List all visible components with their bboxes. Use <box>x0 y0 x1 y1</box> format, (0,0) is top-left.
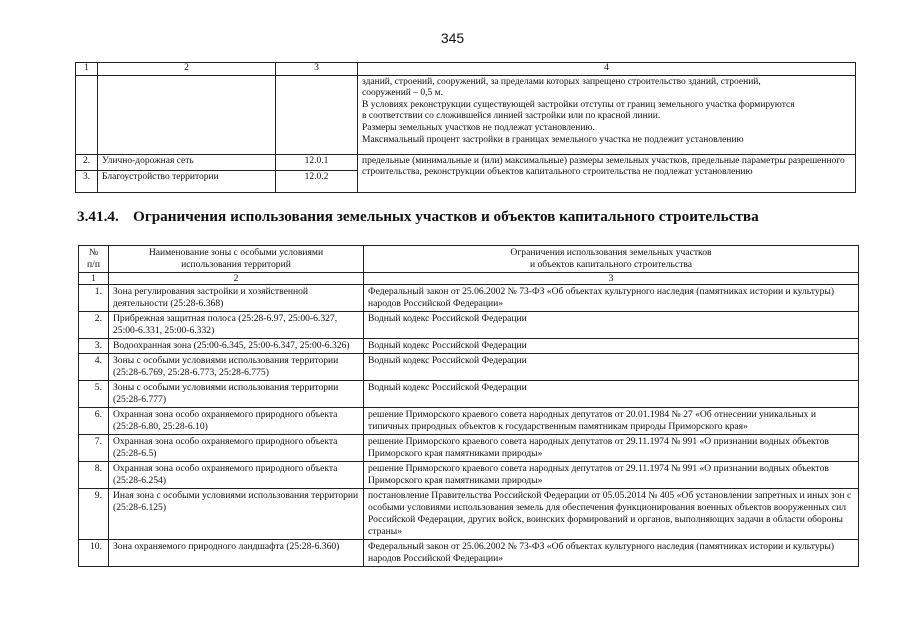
column-number: 1 <box>79 273 109 285</box>
row-number: 4. <box>79 354 109 381</box>
restriction-text: Водный кодекс Российской Федерации <box>364 339 859 354</box>
section-title: Ограничения использования земельных участков и объектов капитального строительства <box>133 208 759 225</box>
table-row <box>76 154 856 170</box>
header-row <box>79 246 859 273</box>
table-row <box>79 462 859 489</box>
section-heading <box>77 208 877 226</box>
row-number: 5. <box>79 381 109 408</box>
row-number: 3. <box>76 170 98 192</box>
header-zone: Наименование зоны с особыми условиями использования территорий <box>109 246 364 273</box>
zone-name: Иная зона с особыми условиями использования территории (25:28-6.125) <box>109 489 364 540</box>
zone-name: Охранная зона особо охраняемого природного объекта (25:28-6.80, 25:28-6.10) <box>109 408 364 435</box>
table-row <box>76 75 856 154</box>
restriction-text: постановление Правительства Российской Федерации от 05.05.2014 № 405 «Об установлении запретных и иных зон с особыми условиями использования земель для обеспечения функционирования военных объектов вооруженных сил Российской Федерации, других войск, воинских формирований и органов, выполняющих задачи в области обороны страны» <box>364 489 859 540</box>
table-row <box>79 312 859 339</box>
table-row <box>79 435 859 462</box>
table-row <box>79 381 859 408</box>
column-number: 2 <box>109 273 364 285</box>
table-row <box>79 285 859 312</box>
column-number: 3 <box>364 273 859 285</box>
column-number: 3 <box>276 63 358 76</box>
restriction-text: Федеральный закон от 25.06.2002 № 73-ФЗ «Об объектах культурного наследия (памятниках истории и культуры) народов Российской Федерации» <box>364 285 859 312</box>
zone-name: Зона регулирования застройки и хозяйственной деятельности (25:28-6.368) <box>109 285 364 312</box>
zone-name: Охранная зона особо охраняемого природного объекта (25:28-6.254) <box>109 462 364 489</box>
land-use-code: 12.0.2 <box>276 170 358 192</box>
land-use-name: Улично-дорожная сеть <box>98 154 276 170</box>
column-number-row <box>79 273 859 285</box>
header-number: № п/п <box>79 246 109 273</box>
row-number: 8. <box>79 462 109 489</box>
zone-name: Зоны с особыми условиями использования территории (25:28-6.777) <box>109 381 364 408</box>
row-number: 9. <box>79 489 109 540</box>
restrictions-table <box>78 245 859 567</box>
land-use-table-continuation <box>75 62 856 193</box>
land-use-code: 12.0.1 <box>276 154 358 170</box>
table-row <box>79 489 859 540</box>
row-number: 2. <box>76 154 98 170</box>
restriction-text: Водный кодекс Российской Федерации <box>364 312 859 339</box>
restriction-text: решение Приморского краевого совета народных депутатов от 20.01.1984 № 27 «Об отнесении уникальных и типичных природных объектов к государственным памятникам природы Приморского края» <box>364 408 859 435</box>
row-number: 6. <box>79 408 109 435</box>
restriction-text: решение Приморского краевого совета народных депутатов от 29.11.1974 № 991 «О признании водных объектов Приморского края памятниками природы» <box>364 462 859 489</box>
header-restrictions: Ограничения использования земельных участков и объектов капитального строительства <box>364 246 859 273</box>
table-row <box>79 540 859 567</box>
zone-name: Зона охраняемого природного ландшафта (25:28-6.360) <box>109 540 364 567</box>
zone-name: Прибрежная защитная полоса (25:28-6.97, 25:00-6.327, 25:00-6.331, 25:00-6.332) <box>109 312 364 339</box>
table-row <box>79 408 859 435</box>
row-number: 7. <box>79 435 109 462</box>
zone-name: Водоохранная зона (25:00-6.345, 25:00-6.347, 25:00-6.326) <box>109 339 364 354</box>
restriction-text: решение Приморского краевого совета народных депутатов от 29.11.1974 № 991 «О признании водных объектов Приморского края памятниками природы» <box>364 435 859 462</box>
restriction-text: Водный кодекс Российской Федерации <box>364 354 859 381</box>
continuation-text: зданий, строений, сооружений, за пределами которых запрещено строительство зданий, строений, сооружений – 0,5 м. В условиях реконструкции существующей застройки отступы от границ земельного участка формируются в соответствии со сложившейся линией застройки или по красной линии. Размеры земельных участков не подлежат установлению. Максимальный процент застройки в границах земельного участка не подлежит установлению <box>358 75 856 154</box>
column-number: 1 <box>76 63 98 76</box>
section-number: 3.41.4. <box>77 208 119 225</box>
restriction-text: Федеральный закон от 25.06.2002 № 73-ФЗ «Об объектах культурного наследия (памятниках истории и культуры) народов Российской Федерации» <box>364 540 859 567</box>
column-number: 4 <box>358 63 856 76</box>
land-use-name: Благоустройство территории <box>98 170 276 192</box>
column-number: 2 <box>98 63 276 76</box>
row-number: 1. <box>79 285 109 312</box>
page-number: 345 <box>440 30 465 46</box>
zone-name: Зоны с особыми условиями использования территории (25:28-6.769, 25:28-6.773, 25:28-6.775) <box>109 354 364 381</box>
table-row <box>79 354 859 381</box>
column-number-row <box>76 63 856 76</box>
shared-parameters-text: предельные (минимальные и (или) максимальные) размеры земельных участков, предельные параметры разрешенного строительства, реконструкции объектов капитального строительства не подлежат установлению <box>358 154 856 192</box>
row-number: 3. <box>79 339 109 354</box>
row-number: 2. <box>79 312 109 339</box>
table-row <box>79 339 859 354</box>
zone-name: Охранная зона особо охраняемого природного объекта (25:28-6.5) <box>109 435 364 462</box>
row-number: 10. <box>79 540 109 567</box>
restriction-text: Водный кодекс Российской Федерации <box>364 381 859 408</box>
